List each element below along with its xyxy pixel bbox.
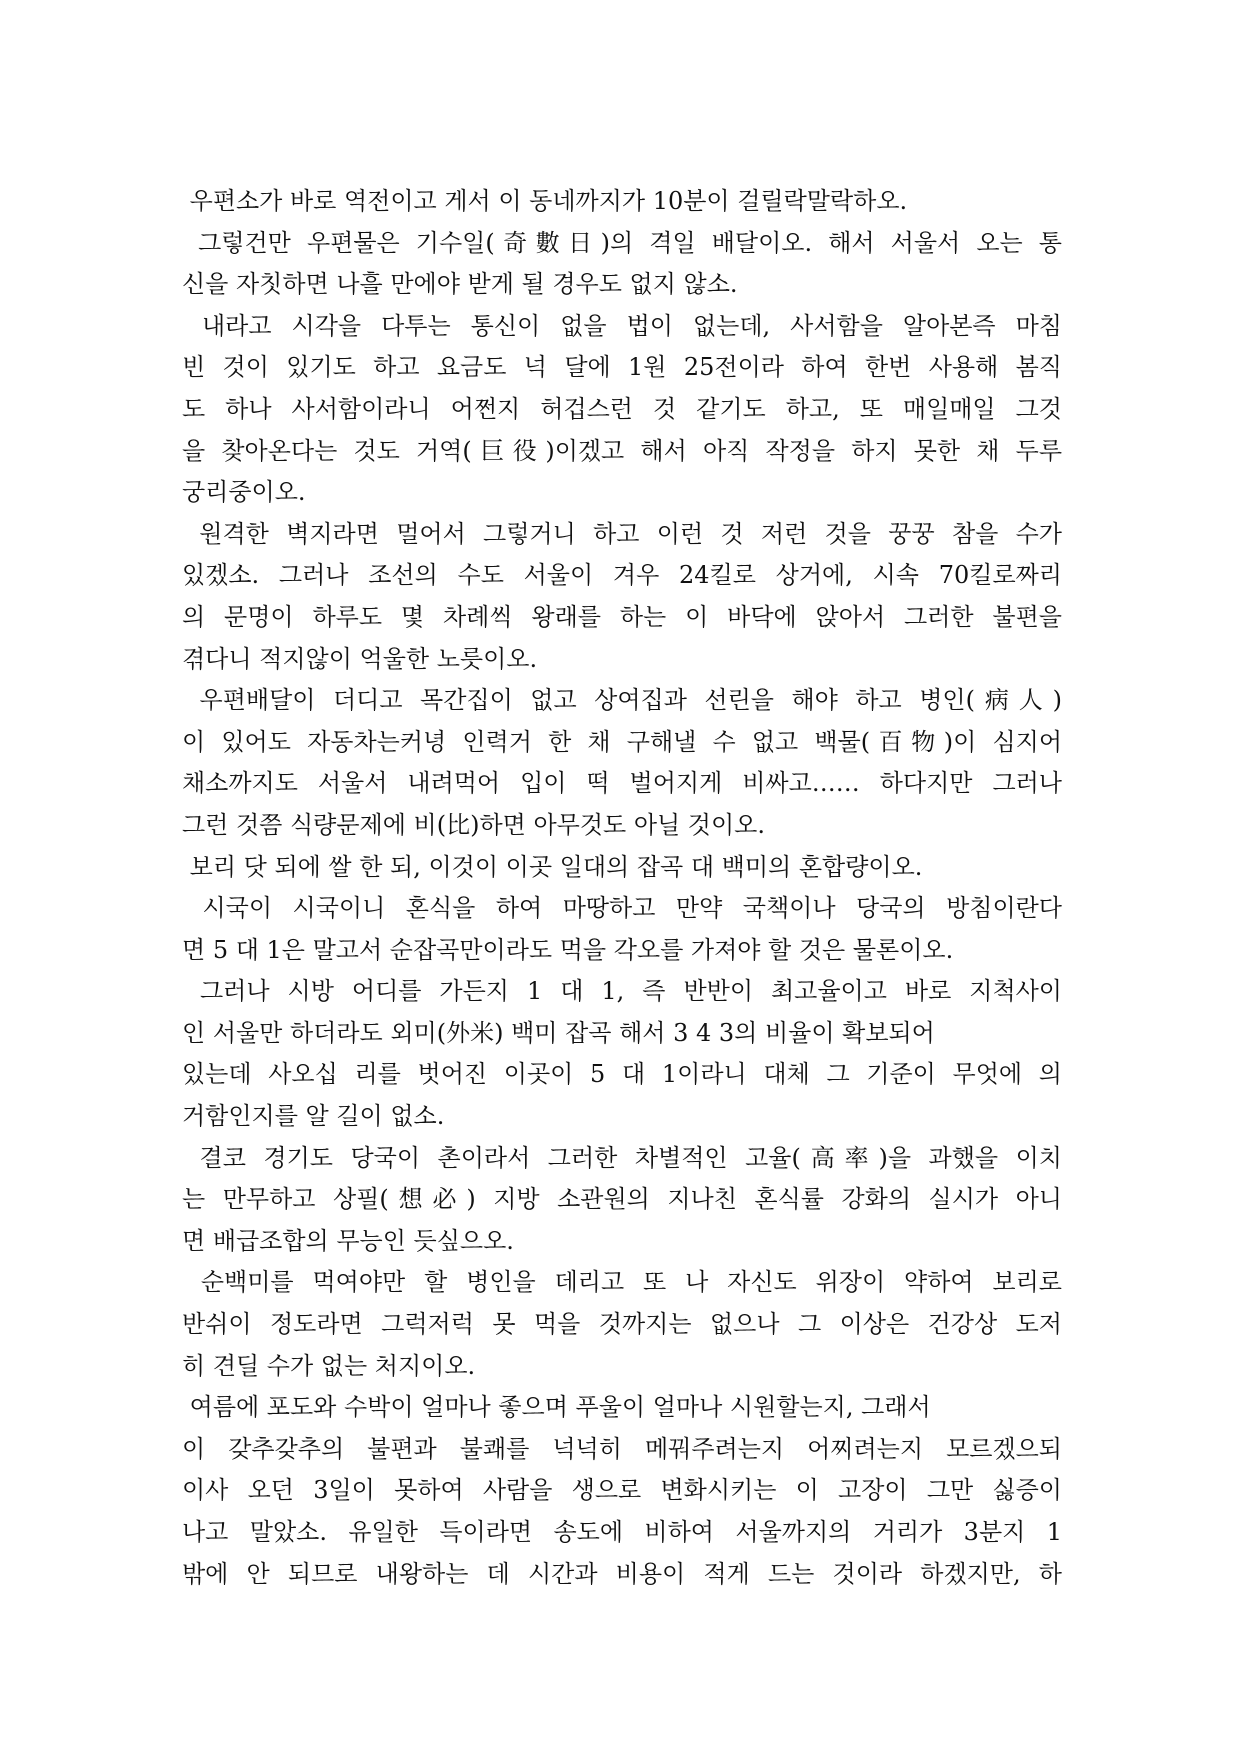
text-line: 원격한 벽지라면 멀어서 그렇거니 하고 이런 것 저런 것을 꿍꿍 참을 수가 [182, 519, 1062, 548]
text-line: 우편소가 바로 역전이고 게서 이 동네까지가 10분이 걸릴락말락하오. [182, 187, 908, 215]
text-line: 인 서울만 하더라도 외미(外米) 백미 잡곡 해서 3 4 3의 비율이 확보되어 [182, 1018, 935, 1047]
text-line: 그렇건만 우편물은 기수일(奇數日)의 격일 배달이오. 해서 서울서 오는 통 [182, 228, 1062, 257]
text-line: 신을 자칫하면 나흘 만에야 받게 될 경우도 없지 않소. [182, 270, 738, 299]
text-line: 시국이 시국이니 혼식을 하여 마땅하고 만약 국책이나 당국의 방침이란다 [182, 894, 1062, 923]
text-line: 밖에 안 되므로 내왕하는 데 시간과 비용이 적게 드는 것이라 하겠지만, 하 [182, 1559, 1062, 1588]
text-line: 도 하나 사서함이라니 어쩐지 허겁스런 것 같기도 하고, 또 매일매일 그것 [182, 394, 1062, 423]
text-line: 히 견딜 수가 없는 처지이오. [182, 1351, 476, 1380]
text-line: 순백미를 먹여야만 할 병인을 데리고 또 나 자신도 위장이 약하여 보리로 [182, 1268, 1062, 1297]
text-line: 있겠소. 그러나 조선의 수도 서울이 겨우 24킬로 상거에, 시속 70킬로짜리 [182, 561, 1062, 590]
text-line: 여름에 포도와 수박이 얼마나 좋으며 푸울이 얼마나 시원할는지, 그래서 [182, 1393, 931, 1422]
text-line: 보리 닷 되에 쌀 한 되, 이것이 이곳 일대의 잡곡 대 백미의 혼합량이오. [182, 852, 923, 881]
text-line: 채소까지도 서울서 내려먹어 입이 떡 벌어지게 비싸고…… 하다지만 그러나 [182, 769, 1062, 798]
text-line: 그런 것쯤 식량문제에 비(比)하면 아무것도 아닐 것이오. [182, 810, 765, 839]
text-line: 궁리중이오. [182, 478, 306, 507]
text-line: 그러나 시방 어디를 가든지 1 대 1, 즉 반반이 최고율이고 바로 지척사이 [182, 977, 1062, 1006]
text-line: 을 찾아온다는 것도 거역(巨役)이겠고 해서 아직 작정을 하지 못한 채 두루 [182, 436, 1062, 465]
text-line: 있는데 사오십 리를 벗어진 이곳이 5 대 1이라니 대체 그 기준이 무엇에 의 [182, 1060, 1062, 1089]
body-text [182, 181, 1062, 1595]
text-line: 나고 말았소. 유일한 득이라면 송도에 비하여 서울까지의 거리가 3분지 1 [182, 1518, 1062, 1546]
text-line: 반쉬이 정도라면 그럭저럭 못 먹을 것까지는 없으나 그 이상은 건강상 도저 [182, 1310, 1062, 1339]
text-line: 이 갖추갖추의 불편과 불쾌를 넉넉히 메꿔주려는지 어찌려는지 모르겠으되 [182, 1434, 1062, 1463]
text-line: 는 만무하고 상필(想必) 지방 소관원의 지나친 혼식률 강화의 실시가 아니 [182, 1185, 1062, 1214]
text-line: 내라고 시각을 다투는 통신이 없을 법이 없는데, 사서함을 알아본즉 마침 [182, 311, 1062, 340]
text-line: 면 배급조합의 무능인 듯싶으오. [182, 1226, 514, 1255]
text-line: 면 5 대 1은 말고서 순잡곡만이라도 먹을 각오를 가져야 할 것은 물론이오. [182, 935, 954, 964]
text-line: 결코 경기도 당국이 촌이라서 그러한 차별적인 고율(高率)을 과했을 이치 [182, 1143, 1062, 1172]
text-line: 의 문명이 하루도 몇 차례씩 왕래를 하는 이 바닥에 앉아서 그러한 불편을 [182, 602, 1062, 631]
text-line: 우편배달이 더디고 목간집이 없고 상여집과 선린을 해야 하고 병인(病人) [182, 686, 1062, 715]
text-line: 이 있어도 자동차는커녕 인력거 한 채 구해낼 수 없고 백물(百物)이 심지어 [182, 727, 1062, 756]
text-line: 빈 것이 있기도 하고 요금도 넉 달에 1원 25전이라 하여 한번 사용해 봄직 [182, 353, 1062, 382]
text-line: 거함인지를 알 길이 없소. [182, 1102, 445, 1131]
text-line: 이사 오던 3일이 못하여 사람을 생으로 변화시키는 이 고장이 그만 싫증이 [182, 1476, 1062, 1505]
text-line: 겪다니 적지않이 억울한 노릇이오. [182, 644, 538, 673]
